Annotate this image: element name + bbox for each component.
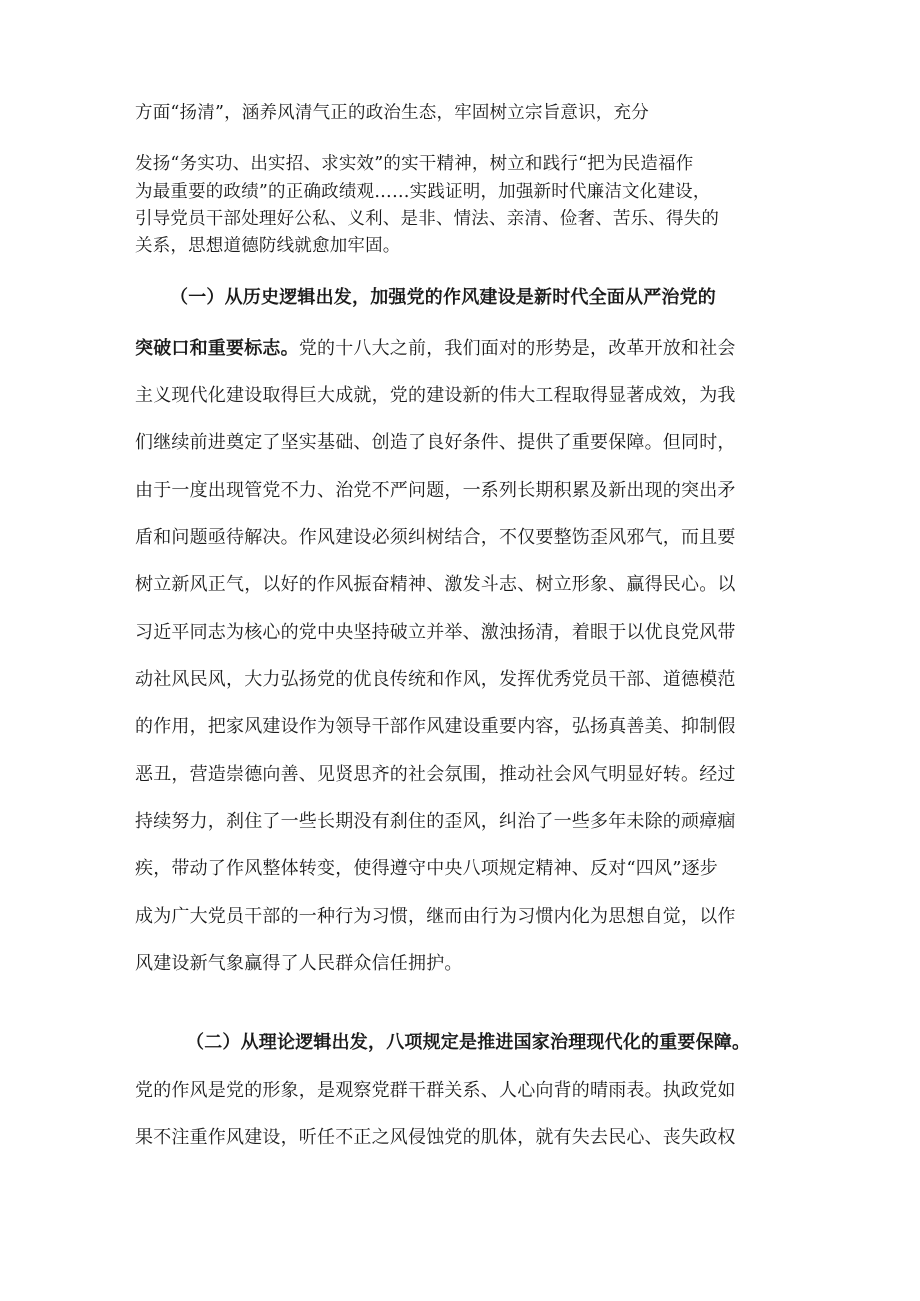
section-1-line: 盾和问题亟待解决。作风建设必须纠树结合，不仅要整饬歪风邪气，而且要 xyxy=(135,527,736,548)
section-1-line: 恶丑，营造崇德向善、见贤思齐的社会氛围，推动社会风气明显好转。经过 xyxy=(135,764,736,785)
section-1-line: 成为广大党员干部的一种行为习惯，继而由行为习惯内化为思想自觉，以作 xyxy=(135,906,736,927)
section-1-line: 习近平同志为核心的党中央坚持破立并举、激浊扬清，着眼于以优良党风带 xyxy=(135,622,736,643)
section-2-line: 党的作风是党的形象，是观察党群干群关系、人心向背的晴雨表。执政党如 xyxy=(135,1080,736,1101)
section-1-line: 由于一度出现管党不力、治党不严问题，一系列长期积累及新出现的突出矛 xyxy=(135,480,736,501)
section-1-heading-tail: 突破口和重要标志。 xyxy=(135,338,299,359)
section-1-line: 主义现代化建设取得巨大成就，党的建设新的伟大工程取得显著成效，为我 xyxy=(135,385,736,406)
section-1-line: 风建设新气象赢得了人民群众信任拥护。 xyxy=(135,953,463,974)
section-1-line xyxy=(135,337,736,361)
section-1-line: 持续努力，刹住了一些长期没有刹住的歪风，纠治了一些多年未除的顽瘴痼 xyxy=(135,811,736,832)
section-2-heading: （二）从理论逻辑出发，八项规定是推进国家治理现代化的重要保障。 xyxy=(186,1032,751,1053)
intro-line: 引导党员干部处理好公私、义利、是非、情法、亲清、俭奢、苦乐、得失的 xyxy=(135,209,720,229)
section-1-line: 们继续前进奠定了坚实基础、创造了良好条件、提供了重要保障。但同时， xyxy=(135,432,736,453)
intro-line: 为最重要的政绩”的正确政绩观……实践证明，加强新时代廉洁文化建设， xyxy=(135,182,711,202)
section-1-line: 疾，带动了作风整体转变，使得遵守中央八项规定精神、反对“四风”逐步 xyxy=(135,858,719,879)
intro-line: 发扬“务实功、出实招、求实效”的实干精神，树立和践行“把为民造福作 xyxy=(135,154,694,174)
section-1-line: 动社风民风，大力弘扬党的优良传统和作风，发挥优秀党员干部、道德模范 xyxy=(135,669,736,690)
section-2-line: 果不注重作风建设，听任不正之风侵蚀党的肌体，就有失去民心、丧失政权 xyxy=(135,1127,736,1148)
section-1-line: 树立新风正气，以好的作风振奋精神、激发斗志、树立形象、赢得民心。以 xyxy=(135,574,736,595)
intro-line: 方面“扬清”，涵养风清气正的政治生态，牢固树立宗旨意识，充分 xyxy=(135,103,649,123)
section-1-line: 的作用，把家风建设作为领导干部作风建设重要内容，弘扬真善美、抑制假 xyxy=(135,716,736,737)
section-1-heading: （一）从历史逻辑出发，加强党的作风建设是新时代全面从严治党的 xyxy=(170,287,716,308)
section-1-line-rest: 党的十八大之前，我们面对的形势是，改革开放和社会 xyxy=(298,338,736,359)
intro-line: 关系，思想道德防线就愈加牢固。 xyxy=(135,236,401,256)
